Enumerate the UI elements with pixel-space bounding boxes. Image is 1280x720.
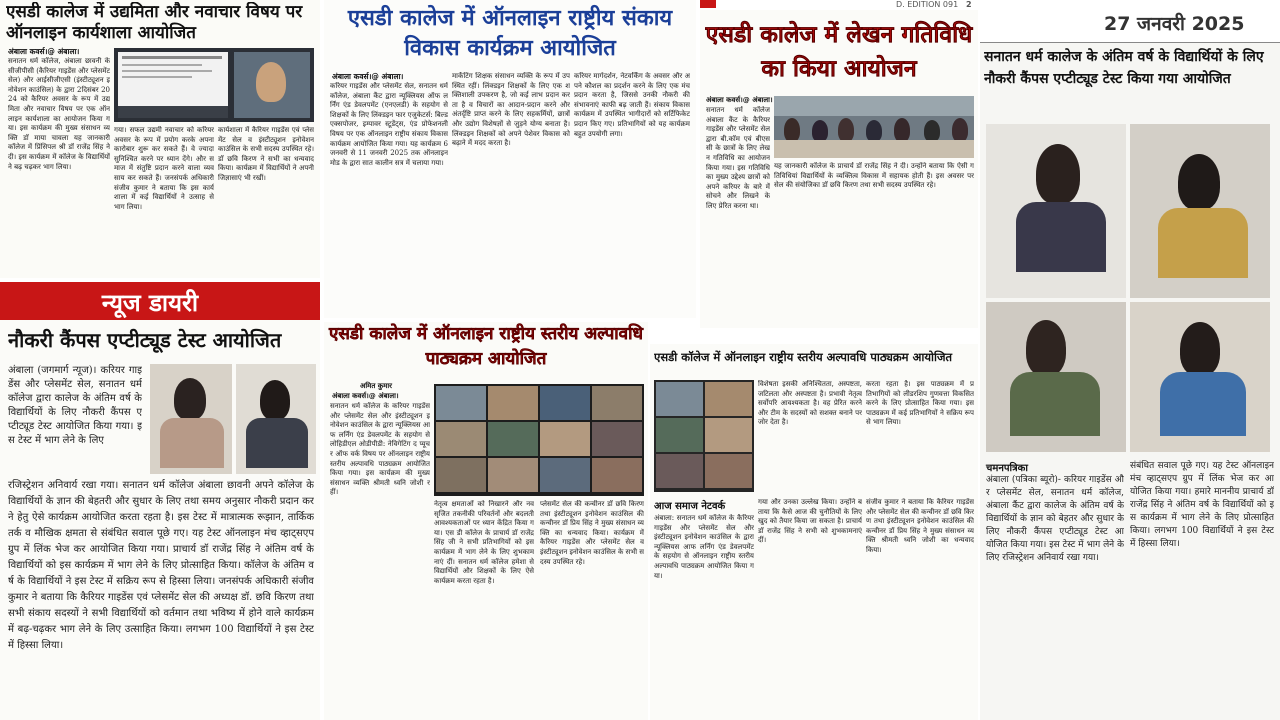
clip4-date: 27 जनवरी 2025 <box>1104 13 1245 35</box>
student-laptop-photo-2 <box>236 364 316 474</box>
clip-faculty-development <box>324 0 696 318</box>
clip-news-diary <box>0 282 320 720</box>
clip1-column-a: सनातन धर्म कॉलेज, अंबाला छावनी के सीजीपीसी (कैरियर गाइडेंस और प्लेसमेंट सेल) और आईसीजीएसी (इंस्टीट्यूशन इनोवेशन काउंसिल) के द्वारा 2दिसंबर 2024 को कैरियर अवसर के रूप में उद्यमिता और नवाचार विषय पर एक ऑनलाइन कार्यशाला का आयोजन किया गया। इस कार्यक्रम की मुख्य संसाधन व्यक्ति डॉ माया चावला यह जानकारी कॉलेज में प्रिंसिपल श्री डॉ राजेंद्र सिंह ने दी। इस कार्यक्रम में कॉलेज के विद्यार्थियों ने बढ़ चढ़कर भाग लिया। <box>8 57 110 171</box>
student-photo-3 <box>986 302 1126 452</box>
clip4-column-b: संबंधित सवाल पूछे गए। यह टेस्ट ऑनलाइन मंच व्हाट्सएप ग्रुप में लिंक भेज कर आयोजित किया गया। हमारे माननीय प्राचार्य डॉ राजेंद्र सिंह ने अंतिम वर्ष के विद्यार्थियों को इस कार्यक्रम में भाग लेने के लिए प्रोत्साहित किया। लगभग 100 विद्यार्थियों ने इस टेस्ट में हिस्सा लिया। <box>1130 461 1274 549</box>
clip-writing-activity <box>700 0 978 328</box>
clip1-column-c: कार्यशाला में कैरियर गाइडेंस एवं प्लेसमेंट सेल व इंस्टीट्यूशन इनोवेशन काउंसिल के सभी सदस्य उपस्थित रहे। डॉ छवि किरण ने सभी का धन्यवाद किया। कार्यक्रम में विद्यार्थियों ने अपनी जिज्ञासाएं भी रखीं। <box>218 126 314 182</box>
clip3-headline: एसडी कालेज में लेखन गतिविधि का किया आयोजन <box>705 22 973 82</box>
clip2-column-b: मार्केटिंग शिक्षक संसाधन व्यक्ति के रूप में उपस्थित रहीं। लिंक्डइन शिक्षकों के लिए एक शक्तिशाली उपकरण है, जो कई लाभ प्रदान करता है व विचारों का आदान-प्रदान करने और अंतर्दृष्टि प्राप्त करने के लिए सहकर्मियों, छात्रों और उद्योग विशेषज्ञों से जुड़ने योग्य बनाता है। लिंक्डइन शिक्षकों को अपने पेशेवर विकास को बढ़ाने में मदद करता है। <box>452 72 570 148</box>
clip3-edition: D. EDITION 091 <box>896 0 959 9</box>
clip4-byline: चमनपत्रिका <box>986 463 1028 474</box>
webinar-screenshot-image <box>114 48 314 122</box>
clip4-column-a: अंबाला (पत्रिका ब्यूरो)- करियर गाइडेंस और प्लेसमेंट सेल, सनातन धर्म कॉलेज, अंबाला कैंट द्वारा कालेज के अंतिम वर्ष के विद्यार्थियों के ज्ञान को बेहतर और सुधार के लिए नौकरी कैंपस एप्टीट्यूड टेस्ट आयोजित किया गया। इस टेस्ट में भाग लेने के लिए रजिस्ट्रेशन अनिवार्य रखा गया। <box>986 475 1124 563</box>
clip5-headline: नौकरी कैंपस एप्टीट्यूड टेस्ट आयोजित <box>8 328 282 352</box>
clip7-column-b: करता रहता है। इस पाठ्यक्रम में प्रतिभागियों को लीडरशिप गुणवत्ता विकसित करने के लिए प्रोत्साहित किया गया। इस पाठ्यक्रम में कई प्रतिभागियों ने सक्रिय रूप से भाग लिया। <box>866 380 974 427</box>
clip6-column-a: सनातन धर्म कॉलेज के करियर गाइडेंस और प्लेसमेंट सेल और इंस्टीट्यूशन इनोवेशन काउंसिल के द्वारा न्यूक्लियस आफ लर्निंग एंड डेवलपमेंट के सहयोग से लोहिडीएल ओडीपीडी: नेविगेटिंग द प्यूचर ऑफ वर्क विषय पर ऑनलाइन राष्ट्रीय स्तरीय अल्पावधि पाठ्यक्रम आयोजित किया गया। इस कार्यक्रम की मुख्य संसाधन व्यक्ति श्रीमती ध्वनि जोशी रहीं। <box>330 402 430 497</box>
clip-short-term-course-1 <box>324 322 648 720</box>
clip6-dateline: अंबाला कवर्स।@ अंबाला। <box>332 392 399 400</box>
clip-short-term-course-2 <box>650 344 978 720</box>
clip4-headline: सनातन धर्म कालेज के अंतिम वर्ष के विद्यार्थियों के लिए नौकरी कैंपस एप्टीट्यूड टेस्ट किया गया आयोजित <box>984 49 1264 87</box>
clip6-byline: अमित कुमार <box>360 382 393 390</box>
zoom-meeting-photo <box>654 380 754 492</box>
clip-aptitude-test-patrika <box>980 0 1280 720</box>
clip1-column-b: गया। सफल उद्यमी नवाचार को करियर अवसर के रूप में प्रयोग करके अपना कारोबार शुरू कर सकते हैं। वे ज्यादा सुनिश्चित करने पर ध्यान देंगे। और समाज में संतुष्टि प्रदान करने वाला व्यवसाय कर सकते हैं। जनसंपर्क अधिकारी संजीव कुमार ने बताया कि इस कार्यशाला में कई विद्यार्थियों ने उत्साह से भाग लिया। <box>114 126 214 211</box>
clip2-column-a: करियर गाइडेंस और प्लेसमेंट सेल, सनातन धर्म कॉलेज, अंबाला कैंट द्वारा न्यूक्लियस ऑफ लर्निंग एंड डेवलपमेंट (एनएलडी) के सहयोग से शिक्षकों के लिए लिंक्डइन फार एजुकेटर्स: बिल्ड एक्सपोजर, इम्पावर स्टूडेंट्स, एंड प्रोफेशनली विषय पर एक ऑनलाइन राष्ट्रीय संकाय विकास कार्यक्रम आयोजित किया गया। यह कार्यक्रम 6 जनवरी से 11 जनवरी 2025 तक ऑनलाइन मोड के द्वारा सात कालीन सत्र में चलाया गया। <box>330 82 448 167</box>
clip3-column-b: यह जानकारी कॉलेज के प्राचार्य डॉ राजेंद्र सिंह ने दी। उन्होंने बताया कि ऐसी गतिविधियां विद्यार्थियों के व्यक्तित्व विकास में सहायक होती हैं। इस अवसर पर सेल की संयोजिका डॉ छवि किरण तथा सभी सदस्य उपस्थित रहे। <box>774 162 974 190</box>
clip2-headline: एसडी कालेज में ऑनलाइन राष्ट्रीय संकाय विकास कार्यक्रम आयोजित <box>347 6 673 61</box>
clip5-masthead <box>0 282 320 320</box>
clip5-intro: अंबाला (जगमार्ग न्यूज)। करियर गाइडेंस और प्लेसमेंट सेल, सनातन धर्म कॉलेज द्वारा कालेज के अंतिम वर्ष के विद्यार्थियों के लिए नौकरी कैंपस एप्टीट्यूड टेस्ट आयोजित किया गया। इस टेस्ट में भाग लेने के लिए <box>8 365 142 446</box>
clip1-dateline: अंबाला कवर्स।@ अंबाला। <box>8 47 80 56</box>
clip3-page-number: 2 <box>966 0 972 9</box>
clip7-byline: आज समाज नेटवर्क <box>654 501 726 512</box>
clip2-column-c: करियर मार्गदर्शन, नेटवर्किंग के अवसर और अपने कौशल का प्रदर्शन करने के लिए एक मंच प्रदान करता है, जिससे उनकी नौकरी की संभावनाएं काफी बढ़ जाती हैं। संकाय विकास कार्यक्रम में उपस्थित भागीदारों को सर्टिफिकेट प्रदान किए गए। प्रतिभागियों को यह कार्यक्रम बहुत उपयोगी लगा। <box>574 72 690 138</box>
clip7-column-a: विशेषता इसकी अनिश्चितता, अस्पष्टता, जटिलता और अस्पष्टता है। प्रभावी नेतृत्व सर्वोपरि आवश्यकता है। वह प्रेरित करने और टीम के सदस्यों को सशक्त बनाने पर जोर देता है। <box>758 380 862 427</box>
clip7-column-e: संजीव कुमार ने बताया कि कैरियर गाइडेंस और प्लेसमेंट सेल की कन्वीनर डॉ छवि किरण तथा इंस्टीट्यूशन इनोवेशन काउंसिल की कन्वीनर डॉ प्रिय सिंह ने मुख्य संसाधन व्यक्ति श्रीमती ध्वनि जोशी का धन्यवाद किया। <box>866 498 974 554</box>
clip7-headline: एसडी कॉलेज में ऑनलाइन राष्ट्रीय स्तरीय अल्पावधि पाठ्यक्रम आयोजित <box>654 350 953 364</box>
clip3-column-a: सनातन धर्म कॉलेज अंबाला कैंट के कैरियर गाइडेंस और प्लेसमेंट सेल द्वारा बी.कॉम एवं बीएससी के छात्रों के लिए लेखन गतिविधि का आयोजन किया गया। इस गतिविधि का मुख्य उद्देश्य छात्रों को अपने करियर के बारे में सोचने और लिखने के लिए प्रेरित करना था। <box>706 106 770 210</box>
clip3-dateline: अंबाला कवर्स।@ अंबाला। <box>706 96 773 104</box>
clip-entrepreneurship-workshop <box>0 0 320 278</box>
student-photo-4 <box>1130 302 1270 452</box>
news-diary-label: न्यूज डायरी <box>101 289 199 317</box>
classroom-photo <box>774 96 974 158</box>
clip5-body: रजिस्ट्रेशन अनिवार्य रखा गया। सनातन धर्म कॉलेज अंबाला छावनी अपने कॉलेज के विद्यार्थियों के ज्ञान की बेहतरी और सुधार के लिए तथा समय अनुसार नौकरी प्रदान करने हेतु ऐसे कार्यक्रम आयोजित करता रहता है। इस टेस्ट में मात्रात्मक रूझान, तार्किक तर्क व मौखिक क्षमता से संबंधित सवाल पूछे गए। यह टेस्ट ऑनलाइन मंच व्हाट्सएप ग्रुप में लिंक भेज कर आयोजित किया गया। प्राचार्य डॉ राजेंद्र सिंह ने अंतिम वर्ष के विद्यार्थियों को इस कार्यक्रम में भाग लेने के लिए प्रोत्साहित किया। कॉलेज के अंतिम वर्ष के विद्यार्थियों ने इस टेस्ट में सक्रिय रूप से हिस्सा लिया। जनसंपर्क अधिकारी संजीव कुमार ने बताया कि कैरियर गाइडेंस एवं प्लेसमेंट सेल की अध्यक्ष डॉ. छवि किरण तथा सभी संकाय सदस्यों ने सभी विद्यार्थियों को वर्तमान तथा भविष्य में होने वाले कार्यक्रम में बढ़-चढ़कर भाग लेने के लिए उत्साहित किया। लगभग 100 विद्यार्थियों ने इस टेस्ट में हिस्सा लिया। <box>8 480 314 651</box>
zoom-meeting-grid <box>434 384 644 496</box>
student-photo-1 <box>986 124 1126 298</box>
clip6-headline: एसडी कालेज में ऑनलाइन राष्ट्रीय स्तरीय अल्पावधि पाठ्यक्रम आयोजित <box>329 324 643 369</box>
clip1-headline: एसडी कालेज में उद्यमिता और नवाचार विषय पर ऑनलाइन कार्यशाला आयोजित <box>6 2 303 43</box>
clip2-dateline: अंबाला कवर्स।@ अंबाला। <box>332 72 404 81</box>
student-laptop-photo-1 <box>150 364 232 474</box>
clip6-column-c: प्लेसमेंट सेल की कन्वीनर डॉ छवि किरण तथा इंस्टीट्यूशन इनोवेशन काउंसिल की कन्वीनर डॉ प्रिय सिंह ने मुख्य संसाधन व्यक्ति का धन्यवाद किया। कार्यक्रम में कैरियर गाइडेंस और प्लेसमेंट सेल व इंस्टीट्यूशन इनोवेशन काउंसिल के सभी सदस्य उपस्थित रहे। <box>540 500 644 566</box>
clip6-column-b: नेतृत्व क्षमताओं को निखारने और नव सृजित तकनीकी परिवर्तनों और बदलती आवश्यकताओं पर ध्यान केंद्रित किया गया। एस डी कॉलेज के प्राचार्य डॉ राजेंद्र सिंह जी ने सभी प्रतिभागियों को इस कार्यक्रम में भाग लेने के लिए शुभकामनाएं दीं। सनातन धर्म कॉलेज हमेशा से विद्यार्थियों और शिक्षकों के लिए ऐसे कार्यक्रम करता रहता है। <box>434 500 534 585</box>
student-photo-2 <box>1130 124 1270 298</box>
clip7-column-c: अंबाला: सनातन धर्म कॉलेज के कैरियर गाइडेंस और प्लेसमेंट सेल और इंस्टीट्यूशन इनोवेशन काउंसिल के द्वारा न्यूक्लियस आफ लर्निंग एंड डेवलपमेंट के सहयोग से ऑनलाइन राष्ट्रीय स्तरीय अल्पावधि पाठ्यक्रम आयोजित किया गया। <box>654 514 754 580</box>
clip7-column-d: गया और उनका उल्लेख किया। उन्होंने बताया कि कैसे आज की चुनौतियों के लिए खुद को तैयार किया जा सकता है। प्राचार्य डॉ राजेंद्र सिंह ने सभी को शुभकामनाएं दीं। <box>758 498 862 545</box>
